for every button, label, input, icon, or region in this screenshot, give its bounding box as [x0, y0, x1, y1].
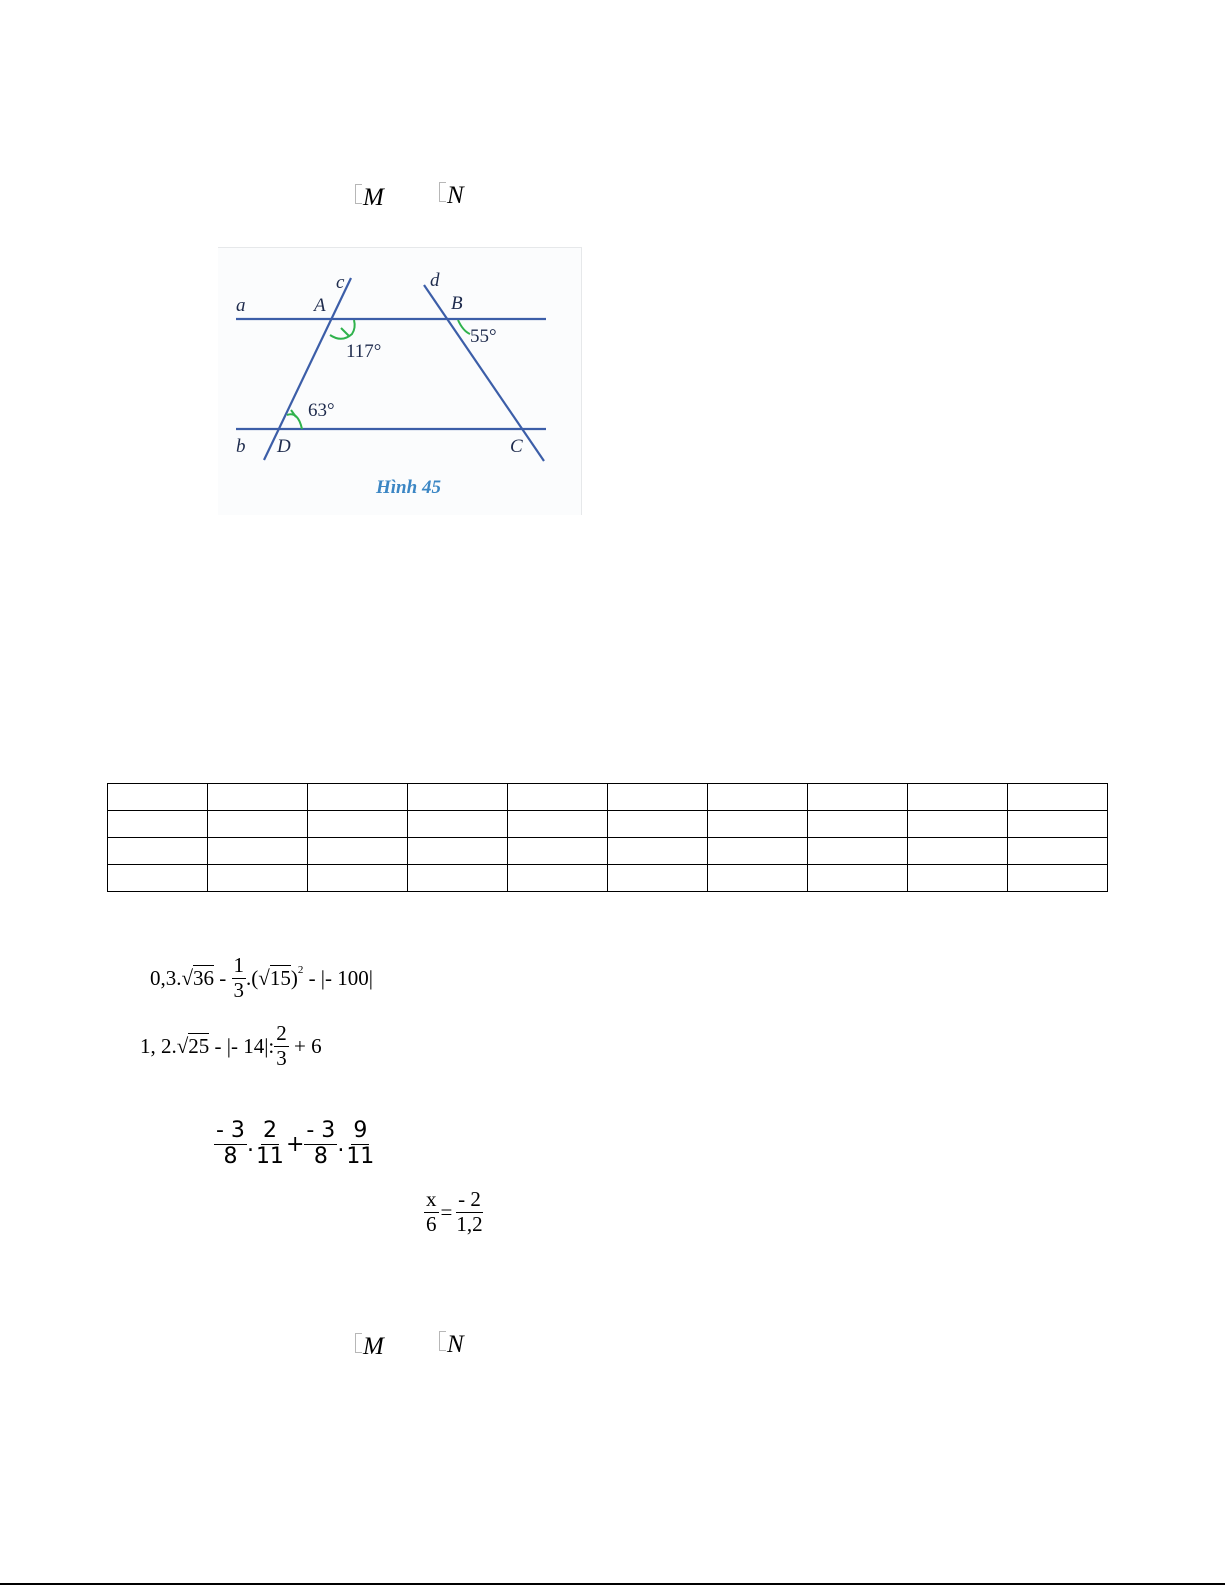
table-cell	[908, 838, 1008, 865]
table-cell	[308, 838, 408, 865]
table-cell	[808, 811, 908, 838]
table-cell	[408, 811, 508, 838]
table-cell	[908, 811, 1008, 838]
label-d: d	[430, 270, 440, 291]
table-row	[108, 838, 1108, 865]
table-cell	[1008, 784, 1108, 811]
table-cell	[808, 865, 908, 892]
table-cell	[608, 865, 708, 892]
table-cell	[208, 784, 308, 811]
angle-n-top: N	[439, 182, 464, 210]
sqrt-icon: √	[176, 1033, 189, 1058]
table-row	[108, 784, 1108, 811]
fraction: $\frac{2}{3}$	[276, 1021, 287, 1070]
fraction: $\frac{- 3}{8}$	[216, 1118, 245, 1169]
table-cell	[208, 865, 308, 892]
table-cell	[208, 838, 308, 865]
table-cell	[308, 784, 408, 811]
angle-m-bottom: M	[355, 1333, 384, 1361]
table-cell	[808, 838, 908, 865]
angle-117: 117°	[346, 341, 382, 362]
table-cell	[1008, 865, 1108, 892]
data-table	[107, 783, 1108, 892]
table-cell	[108, 784, 208, 811]
table-row	[108, 865, 1108, 892]
expression-2: 1, 2. √ 25 - |- 14|: $\frac{2}{3}$ + 6	[140, 1021, 322, 1070]
table-cell	[108, 811, 208, 838]
table-cell	[608, 811, 708, 838]
expression-4: $\frac{x}{6}$ = $\frac{- 2}{1,2}$	[426, 1187, 483, 1236]
table-cell	[508, 865, 608, 892]
label-A: A	[314, 295, 326, 316]
geometry-figure	[218, 247, 582, 515]
table-cell	[208, 811, 308, 838]
expression-3: $\frac{- 3}{8}$ . $\frac{2}{11}$ + $\frac{- 3}{8}$ . $\frac{9}{11}$	[216, 1118, 375, 1169]
label-a: a	[236, 295, 246, 316]
table-cell	[108, 865, 208, 892]
table-cell	[408, 865, 508, 892]
table-cell	[108, 838, 208, 865]
table-row	[108, 811, 1108, 838]
table-cell	[908, 865, 1008, 892]
sqrt-icon: √	[258, 965, 270, 990]
table-cell	[708, 865, 808, 892]
table-cell	[808, 784, 908, 811]
table-cell	[608, 838, 708, 865]
table-cell	[708, 784, 808, 811]
figure-svg	[218, 248, 581, 515]
fraction: $\frac{- 3}{8}$	[306, 1118, 336, 1169]
sqrt-icon: √	[181, 965, 194, 990]
table-cell	[1008, 838, 1108, 865]
arc-55	[458, 320, 470, 334]
fraction: $\frac{9}{11}$	[346, 1118, 375, 1169]
label-b: b	[236, 436, 246, 457]
label-c: c	[336, 272, 345, 293]
table-cell	[508, 811, 608, 838]
table-cell	[408, 838, 508, 865]
angle-hat-icon	[355, 184, 362, 204]
angle-55: 55°	[470, 326, 497, 347]
table-cell	[508, 784, 608, 811]
angle-n-bottom: N	[439, 1331, 464, 1359]
label-C: C	[510, 436, 523, 457]
table-cell	[708, 811, 808, 838]
expression-1: 0,3. √ 36 - $\frac{1}{3}$ .( √ 15 ) $^2$ - |- 100|	[150, 953, 373, 1002]
table-cell	[1008, 811, 1108, 838]
fraction: $\frac{2}{11}$	[255, 1118, 284, 1169]
angle-hat-icon	[439, 182, 446, 202]
label-B: B	[451, 293, 463, 314]
figure-caption: Hình 45	[376, 477, 441, 498]
table-cell	[608, 784, 708, 811]
fraction: $\frac{x}{6}$	[426, 1187, 437, 1236]
table-cell	[908, 784, 1008, 811]
table-cell	[308, 865, 408, 892]
line-c	[264, 278, 351, 460]
fraction: $\frac{1}{3}$	[233, 953, 245, 1002]
table-cell	[508, 838, 608, 865]
angle-hat-icon	[355, 1333, 362, 1353]
angle-63: 63°	[308, 400, 335, 421]
angle-m-top: M	[355, 184, 384, 212]
table-cell	[308, 811, 408, 838]
fraction: $\frac{- 2}{1,2}$	[456, 1187, 483, 1236]
table-cell	[408, 784, 508, 811]
line-d	[424, 285, 544, 461]
table-cell	[708, 838, 808, 865]
angle-hat-icon	[439, 1331, 446, 1351]
label-D: D	[277, 436, 291, 457]
